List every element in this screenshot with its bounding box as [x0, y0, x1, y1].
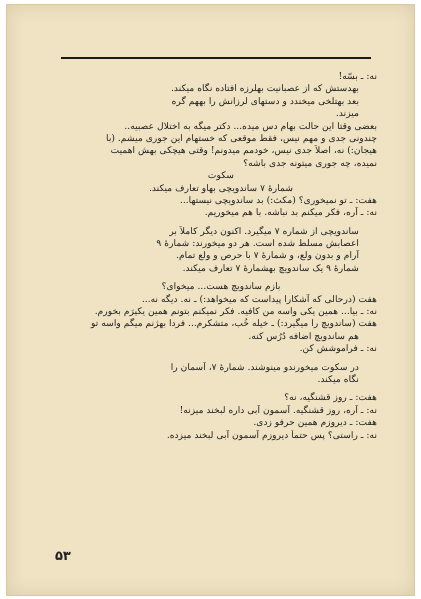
text-line: آرام و بدون ولع، و شمارهٔ ۷ با حرص و ولع تمام.: [176, 250, 359, 262]
text-line: هفت (ساندویچ را میگیرد:) ـ خیله خُب، متشکرم... فردا بهژنم میگم واسه تو: [90, 318, 377, 330]
text-line: بعضی وقتا این حالت بهام دس میده... دکتر میگه به اختلال عصبیه..: [124, 120, 377, 132]
text-line: نمیده، چه جوری میتونه جدی باشه؟: [243, 157, 377, 169]
text-line: بازم ساندویچ هست... میخوای؟: [161, 281, 281, 293]
text-line: بعد بهتلخی میخندد و دستهای لرزانش را بههم گره: [171, 95, 359, 107]
text-line: ساندویچی از شماره ۷ میگیرد. اکنون دیگر کاملاً بر: [169, 225, 359, 237]
text-line: شمارهٔ ۷ ساندویچی بهاو تعارف میکند.: [148, 182, 294, 194]
text-line: بهدستش که از عصبانیت بهلرزه افتاده نگاه میکند.: [170, 83, 359, 95]
text-line: نه: ـ راستی؟ پس حتماً دیروزم آسمون آبی لبخند میزده.: [166, 429, 377, 441]
text-line: اعصابش مسلط شده است. هر دو میخورند: شمارهٔ ۹: [156, 238, 359, 250]
text-line: سکوت: [207, 170, 235, 182]
text-line: میزند.: [335, 108, 359, 120]
header-rule: [61, 57, 371, 59]
text-line: در سکوت میخورندو مینوشند. شمارهٔ ۷، آسمان را: [170, 361, 359, 373]
text-line: هیجان:) نه، اصلاً جدی نیس، خودمم میدونم! وقتی هیچکی بهش اهمیت: [110, 145, 377, 157]
text-line: هفت: ـ روز قشنگیه، نه؟: [284, 392, 377, 404]
text-line: نه: ـ بیا... همین یکی واسه من کافیه. فکر نمیکنم بتونم همین یکیرَم بخورم.: [94, 306, 377, 318]
text-line: هفت: ـ دیروزم همین حرفو زدی.: [253, 417, 377, 429]
text-line: شمارهٔ ۹ یک ساندویچ بهشمارهٔ ۷ تعارف میکند.: [182, 262, 359, 274]
text-line: نگاه میکند.: [317, 373, 359, 385]
book-page: [6, 4, 415, 596]
text-line: هم ساندویچ اضافه دُرُس کنه.: [248, 330, 359, 342]
text-line: هفت (درحالی که آشکارا پیداست که میخواهد:) ـ نه. دیگه نه...: [141, 293, 377, 305]
text-line: نه: ـ بسّه!: [338, 71, 377, 82]
text-line: نه: ـ فراموشش کن.: [299, 343, 377, 355]
text-line: نه: ـ آره، فکر میکنم بد نباشه. با هم میخوریم.: [204, 207, 377, 219]
page-body-text: [65, 71, 377, 551]
text-line: نه: ـ آره، روز قشنگیه. آسمون آبی داره لبخند میزنه!: [179, 404, 377, 416]
text-line: هفت: ـ تو نمیخوری؟ (مکث:) بد ساندویچی نیستها...: [179, 194, 377, 206]
page-number: ۵۳: [55, 549, 71, 564]
text-line: چندونی جدی و مهم نیس، فقط موقعی که خستهام این جوری میشم. (با: [106, 132, 377, 144]
